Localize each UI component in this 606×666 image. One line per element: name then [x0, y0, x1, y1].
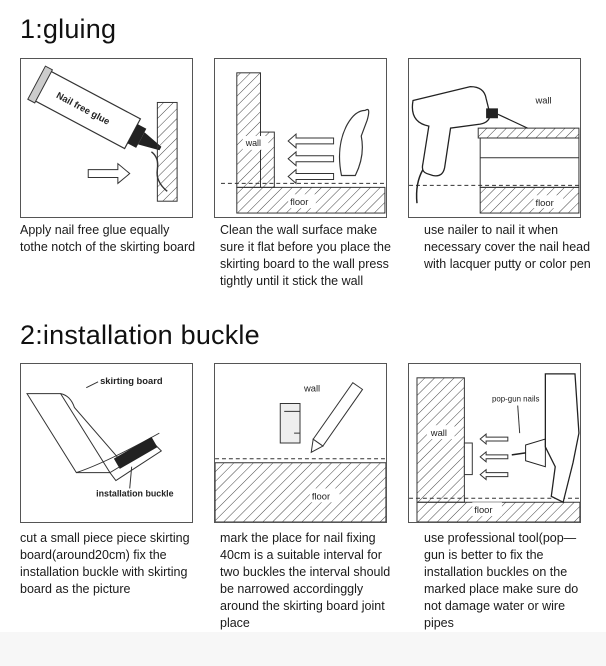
skirting-board-label: skirting board	[100, 375, 163, 386]
floor-label: floor	[474, 505, 493, 516]
illustration-installation-buckle	[20, 363, 193, 523]
caption-apply-glue: Apply nail free glue equally tothe notch of the skirting board	[20, 223, 196, 254]
caption-pop-gun: use professional tool(pop—gun is better to fix the installation buckles on the marked place make sure do not damage water or wire pipes	[424, 531, 579, 630]
section-title-installation-buckle: 2:installation buckle	[20, 320, 260, 350]
installation-buckle-label: installation buckle	[96, 488, 174, 499]
caption-installation-buckle: cut a small piece piece skirting board(around20cm) fix the installation buckle with skirting board as the picture	[20, 531, 190, 596]
floor-label: floor	[535, 198, 554, 209]
pop-gun-nails-label: pop-gun nails	[492, 394, 540, 404]
illustration-pop-gun	[408, 363, 581, 523]
nail-free-glue-label: Nail free glue	[54, 90, 112, 127]
caption-clean-wall: Clean the wall surface make sure it flat before you place the skirting board to the wall press tightly until it stick the wall	[220, 223, 391, 288]
wall-label: wall	[303, 383, 321, 394]
illustration-nailer	[408, 58, 581, 218]
floor-label: floor	[311, 491, 331, 502]
illustration-mark-place	[214, 363, 387, 523]
caption-mark-place: mark the place for nail fixing 40cm is a suitable interval for two buckles the interval should be narrowed accordinggly around the skirting board joint place	[220, 531, 391, 630]
section-title-gluing: 1:gluing	[20, 14, 117, 44]
illustration-apply-glue	[20, 58, 193, 218]
illustration-clean-wall	[214, 58, 387, 218]
footer-band	[0, 632, 606, 666]
floor-label: floor	[290, 197, 309, 208]
wall-label: wall	[245, 137, 261, 148]
wall-label: wall	[430, 428, 447, 439]
caption-nailer: use nailer to nail it when necessary cover the nail head with lacquer putty or color pen	[424, 223, 591, 271]
wall-label: wall	[535, 95, 552, 106]
